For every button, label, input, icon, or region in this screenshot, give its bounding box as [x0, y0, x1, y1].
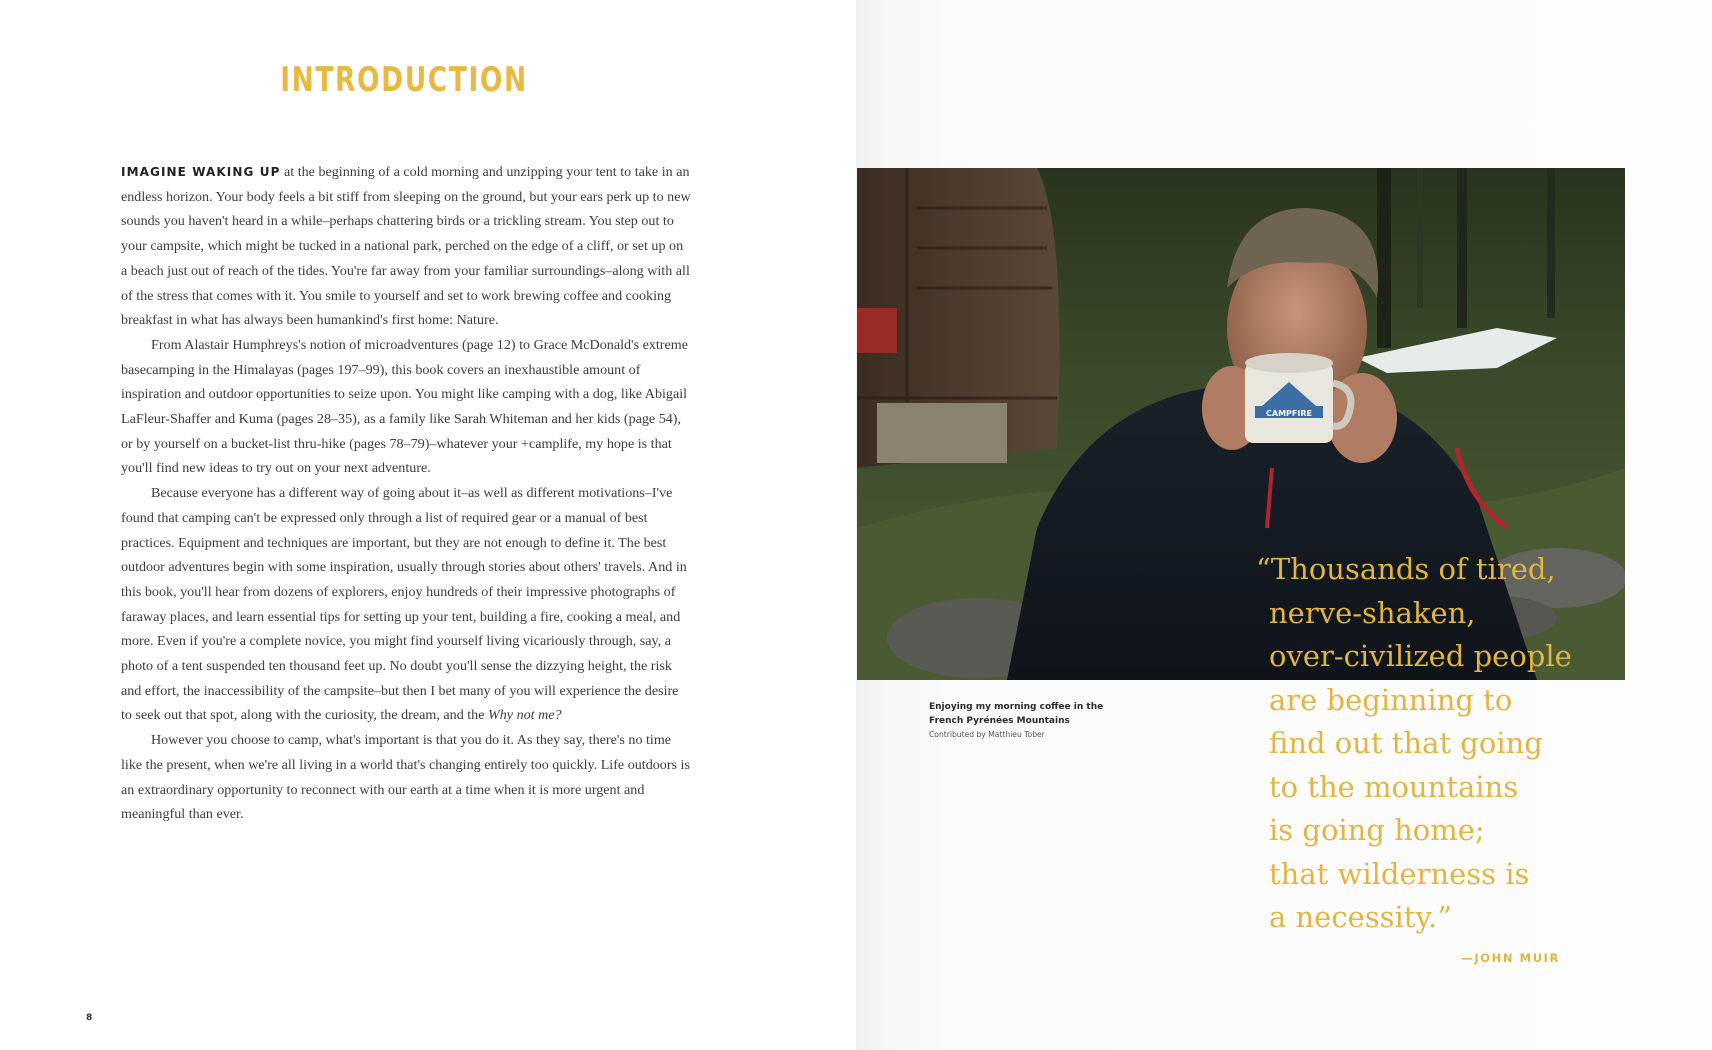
photo-caption [929, 700, 1169, 742]
chapter-title: INTRODUCTION [280, 60, 528, 100]
quote-line: that wilderness is [1269, 856, 1530, 891]
caption-line-1: Enjoying my morning coffee in the [929, 702, 1104, 712]
caption-line-2: French Pyrénées Mountains [929, 716, 1070, 726]
quote-line: over-civilized people [1269, 639, 1572, 673]
quote-line: nerve-shaken, [1269, 595, 1476, 630]
pull-quote [1256, 548, 1636, 940]
paragraph-4: However you choose to camp, what's important is that you do it. As they say, there's no time like the present, when we're all living in a world that's changing entirely too quickly. Life outdoors is an extraordinary opportunity to reconnect with our earth at a time when it is more urgent and meaningful than ever. [121, 732, 690, 823]
page-number: 8 [86, 1013, 93, 1023]
paragraph-3-text: Because everyone has a different way of going about it–as well as different motivations–I've found that camping can't be expressed only through a list of required gear or a manual of best practices. Equipment and techniques are important, but they are not enough to define it. The best outdoor adventures begin with some inspiration, usually through stories about others' travels. And in this book, you'll hear from dozens of explorers, enjoy hundreds of their impressive photographs of faraway places, and learn essential tips for setting up your tent, building a fire, cooking a meal, and more. Even if you're a complete novice, you might find yourself living vicariously through, say, a photo of a tent suspended ten thousand feet up. No doubt you'll sense the dizzying height, the risk and effort, the inaccessibility of the campsite–but then I bet many of you will experience the desire to seek out that spot, along with the curiosity, the dream, and the [121, 485, 687, 724]
quote-line: a necessity.” [1269, 900, 1453, 934]
quote-line: are beginning to [1269, 682, 1513, 717]
paragraph-2: From Alastair Humphreys's notion of microadventures (page 12) to Grace McDonald's extreme basecamping in the Himalayas (pages 197–99), this book covers an inexhaustible amount of inspiration and outdoor opportunities to seize upon. You might like camping with a dog, like Abigail LaFleur-Shaffer and Kuma (pages 28–35), as a family like Sarah Whiteman and her kids (page 54), or by yourself on a bucket-list thru-hike (pages 78–79)–whatever your +camplife, my hope is that you'll find new ideas to try out on your next adventure. [121, 336, 688, 477]
paragraph-3-italic: Why not me? [488, 707, 562, 724]
caption-credit: Contributed by Matthieu Tober [929, 730, 1045, 739]
paragraph-3 [121, 481, 691, 728]
body-text [121, 160, 691, 827]
quote-line: to the mountains [1269, 769, 1519, 804]
paragraph-1 [121, 160, 691, 333]
mug-text: CAMPFIRE [1266, 409, 1312, 418]
quote-line: “Thousands of tired, [1256, 552, 1556, 586]
lead-in: IMAGINE WAKING UP [121, 165, 281, 179]
quote-line: find out that going [1269, 726, 1543, 760]
paragraph-1-text: at the beginning of a cold morning and unzipping your tent to take in an endless horizon. Your body feels a bit stiff from sleeping on the ground, but your ears perk up to new sounds you haven't heard in a while–perhaps chattering birds or a trickling stream. You step out to your campsite, which might be tucked in a national park, perched on the edge of a cliff, or set up on a beach just out of reach of the tides. You're far away from your familiar surroundings–along with all of the stress that comes with it. You smile to yourself and set to work brewing coffee and cooking breakfast in what has always been humankind's first home: Nature. [121, 164, 691, 329]
quote-attribution: —JOHN MUIR [1461, 951, 1560, 965]
quote-line: is going home; [1269, 813, 1485, 847]
